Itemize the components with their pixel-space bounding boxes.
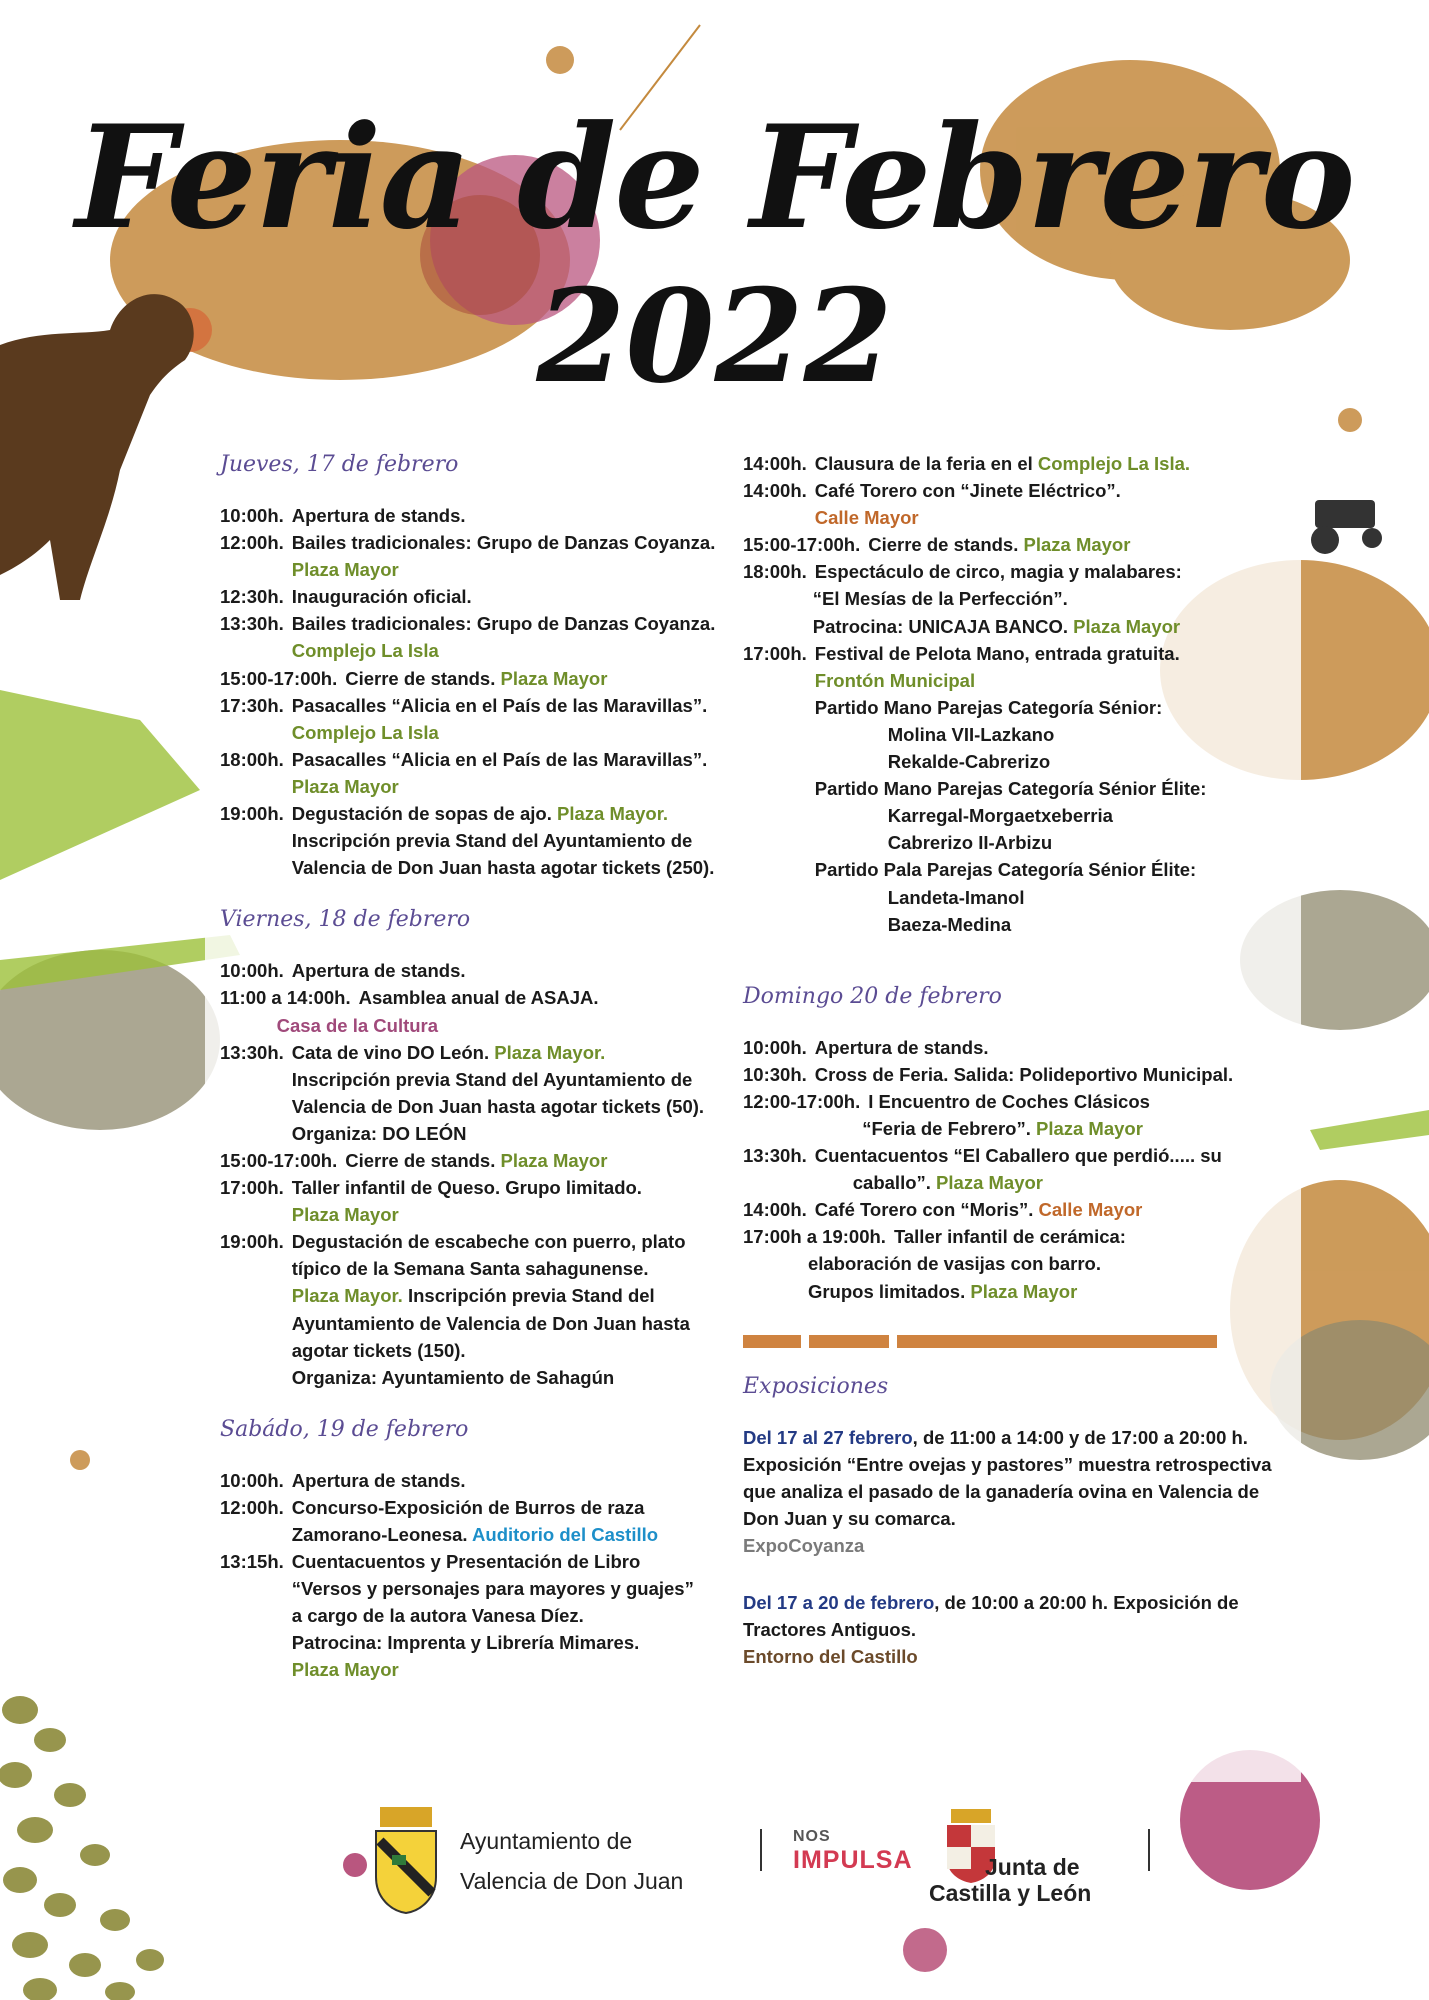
event-item: 14:00h. Café Torero con “Jinete Eléctrico”. Calle Mayor	[743, 480, 1121, 529]
event-item: 15:00-17:00h. Cierre de stands. Plaza Mayor	[220, 1149, 608, 1171]
event-item: 18:00h. Pasacalles “Alicia en el País de las Maravillas”. Plaza Mayor	[220, 748, 708, 797]
event-list	[220, 957, 730, 1391]
event-item: 13:15h. Cuentacuentos y Presentación de Libro “Versos y personajes para mayores y guajes” a cargo de la autora Vanesa Díez. Patrocina: Imprenta y Librería Mimares. Plaza Mayor	[220, 1551, 694, 1681]
ayuntamiento-logo	[370, 1807, 683, 1915]
tractor-icon	[1311, 500, 1382, 554]
footer-separator	[760, 1829, 762, 1871]
exposiciones-list	[743, 1424, 1283, 1671]
event-item: 13:30h. Bailes tradicionales: Grupo de Danzas Coyanza. Complejo La Isla	[220, 613, 716, 662]
event-item: 11:00 a 14:00h. Asamblea anual de ASAJA. Casa de la Cultura	[220, 987, 599, 1036]
event-item: 10:00h. Apertura de stands.	[743, 1036, 989, 1058]
event-item: 10:00h. Apertura de stands.	[220, 960, 466, 982]
day-heading-domingo: Domingo 20 de febrero	[743, 983, 1002, 1009]
sponsors-footer	[0, 1795, 1429, 2000]
event-list	[220, 502, 730, 881]
day-heading-jueves: Jueves, 17 de febrero	[220, 452, 459, 477]
nos-impulsa-logo: NOS IMPULSA	[793, 1828, 913, 1874]
event-item: 13:30h. Cuentacuentos “El Caballero que perdió..... su caballo”. Plaza Mayor	[743, 1145, 1222, 1194]
event-item: 10:00h. Apertura de stands.	[220, 1469, 466, 1491]
event-list	[220, 1467, 730, 1684]
section-divider	[743, 1335, 1283, 1348]
day-heading-sabado: Sabádo, 19 de febrero	[220, 1416, 469, 1442]
coat-of-arms-icon	[370, 1807, 442, 1915]
program-right-column	[743, 450, 1283, 1700]
event-item: 10:00h. Apertura de stands.	[220, 505, 466, 526]
day-heading-viernes: Viernes, 18 de febrero	[220, 907, 471, 933]
event-item: 17:00h. Festival de Pelota Mano, entrada gratuita. Frontón Municipal Partido Mano Parejas Categoría Sénior: Molina VII-Lazkano Rekalde-Cabrerizo Partido Mano Parejas Categoría Sénior Élite: Karregal-Morgaetxeberria Cabrerizo II-Arbizu Partido Pala Parejas Categoría Sénior Élite: Landeta-Imanol Baeza-Medina	[743, 642, 1207, 935]
event-item: 15:00-17:00h. Cierre de stands. Plaza Mayor	[220, 667, 608, 689]
junta-logo	[929, 1809, 1092, 1906]
event-item: 12:30h. Inauguración oficial.	[220, 586, 472, 608]
page-year: 2022	[536, 262, 893, 412]
event-item: 12:00h. Bailes tradicionales: Grupo de Danzas Coyanza. Plaza Mayor	[220, 532, 716, 581]
event-item: 17:30h. Pasacalles “Alicia en el País de las Maravillas”. Complejo La Isla	[220, 694, 708, 743]
expo-item: Del 17 a 20 de febrero, de 10:00 a 20:00 h. Exposición de Tractores Antiguos. Entorno del Castillo	[743, 1592, 1239, 1668]
footer-separator	[1148, 1829, 1150, 1871]
event-item: 14:00h. Café Torero con “Moris”. Calle Mayor	[743, 1199, 1143, 1221]
event-list	[743, 1034, 1283, 1305]
event-item: 19:00h. Degustación de escabeche con puerro, plato típico de la Semana Santa sahagunense. Plaza Mayor. Inscripción previa Stand del Ayuntamiento de Valencia de Don Juan hasta agotar tickets (150). Organiza: Ayuntamiento de Sahagún	[220, 1231, 690, 1388]
junta-line2: Castilla y León	[929, 1880, 1092, 1906]
event-item: 10:30h. Cross de Feria. Salida: Polideportivo Municipal.	[743, 1063, 1234, 1085]
event-item: 12:00h. Concurso-Exposición de Burros de raza Zamorano-Leonesa. Auditorio del Castillo	[220, 1496, 659, 1545]
event-item: 14:00h. Clausura de la feria en el Complejo La Isla.	[743, 453, 1191, 474]
exposiciones-heading: Exposiciones	[743, 1373, 889, 1399]
event-list-saturday-cont	[743, 450, 1283, 938]
event-item: 15:00-17:00h. Cierre de stands. Plaza Mayor	[743, 534, 1131, 556]
event-item: 13:30h. Cata de vino DO León. Plaza Mayor. Inscripción previa Stand del Ayuntamiento de Valencia de Don Juan hasta agotar tickets (50). Organiza: DO LEÓN	[220, 1041, 705, 1144]
event-item: 18:00h. Espectáculo de circo, magia y malabares: “El Mesías de la Perfección”. Patrocina: UNICAJA BANCO. Plaza Mayor	[743, 561, 1182, 637]
ayuntamiento-line2: Valencia de Don Juan	[460, 1868, 684, 1894]
program-left-column	[220, 450, 730, 1684]
event-item: 17:00h. Taller infantil de Queso. Grupo limitado. Plaza Mayor	[220, 1177, 642, 1226]
event-item: 17:00h a 19:00h. Taller infantil de cerámica: elaboración de vasijas con barro. Grupos limitados. Plaza Mayor	[743, 1226, 1126, 1302]
expo-item: Del 17 al 27 febrero, de 11:00 a 14:00 y de 17:00 a 20:00 h. Exposición “Entre ovejas y pastores” muestra retrospectiva que analiza el pasado de la ganadería ovina en Valencia de Don Juan y su comarca. ExpoCoyanza	[743, 1426, 1272, 1556]
event-item: 19:00h. Degustación de sopas de ajo. Plaza Mayor. Inscripción previa Stand del Ayuntamiento de Valencia de Don Juan hasta agotar tickets (250).	[220, 803, 715, 879]
page-title: Feria de Febrero	[75, 95, 1354, 261]
junta-line1: Junta de	[985, 1854, 1080, 1880]
event-item: 12:00-17:00h. I Encuentro de Coches Clásicos “Feria de Febrero”. Plaza Mayor	[743, 1090, 1150, 1139]
ayuntamiento-line1: Ayuntamiento de	[460, 1828, 633, 1854]
